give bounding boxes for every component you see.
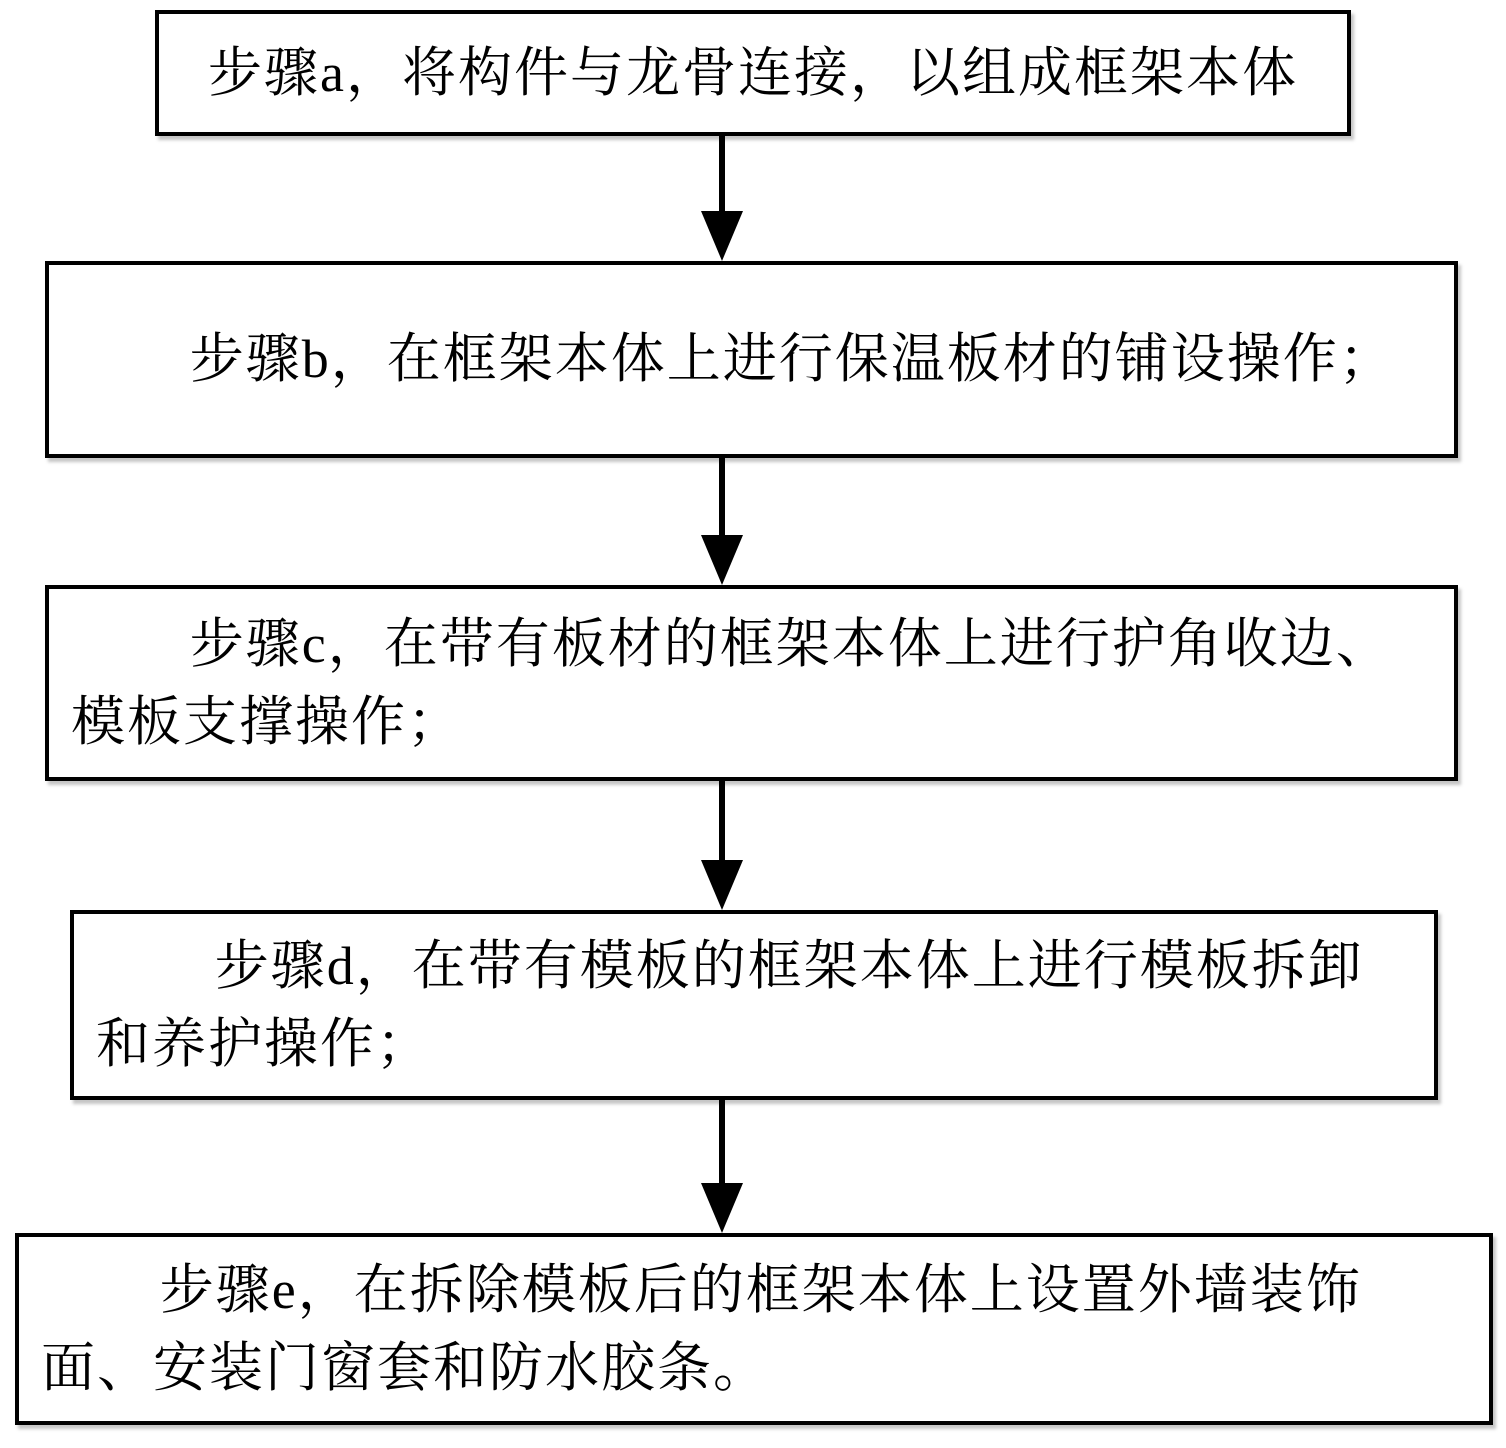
arrow-shaft bbox=[719, 458, 725, 535]
connector-c-to-d bbox=[697, 781, 747, 910]
arrow-down-icon bbox=[701, 535, 743, 585]
arrow-shaft bbox=[719, 136, 725, 211]
flow-step-d-box bbox=[70, 910, 1438, 1100]
flow-step-e-label: 步骤e，在拆除模板后的框架本体上设置外墙装饰面、安装门窗套和防水胶条。 bbox=[41, 1259, 1362, 1398]
arrow-shaft bbox=[719, 781, 725, 860]
flow-step-a-box bbox=[155, 10, 1351, 136]
flow-step-e-box bbox=[15, 1233, 1493, 1425]
flow-step-d-label: 步骤d，在带有模板的框架本体上进行模板拆卸和养护操作； bbox=[96, 935, 1364, 1074]
flow-step-c-box bbox=[45, 585, 1458, 781]
flow-step-c-label: 步骤c，在带有板材的框架本体上进行护角收边、模板支撑操作； bbox=[71, 613, 1392, 752]
flow-step-b-label: 步骤b，在框架本体上进行保温板材的铺设操作； bbox=[189, 329, 1395, 390]
arrow-shaft bbox=[719, 1100, 725, 1183]
arrow-down-icon bbox=[701, 211, 743, 261]
flow-step-b-box bbox=[45, 261, 1458, 458]
connector-d-to-e bbox=[697, 1100, 747, 1233]
flow-step-a-label: 步骤a，将构件与龙骨连接，以组成框架本体 bbox=[208, 42, 1298, 103]
connector-a-to-b bbox=[697, 136, 747, 261]
connector-b-to-c bbox=[697, 458, 747, 585]
arrow-down-icon bbox=[701, 860, 743, 910]
arrow-down-icon bbox=[701, 1183, 743, 1233]
